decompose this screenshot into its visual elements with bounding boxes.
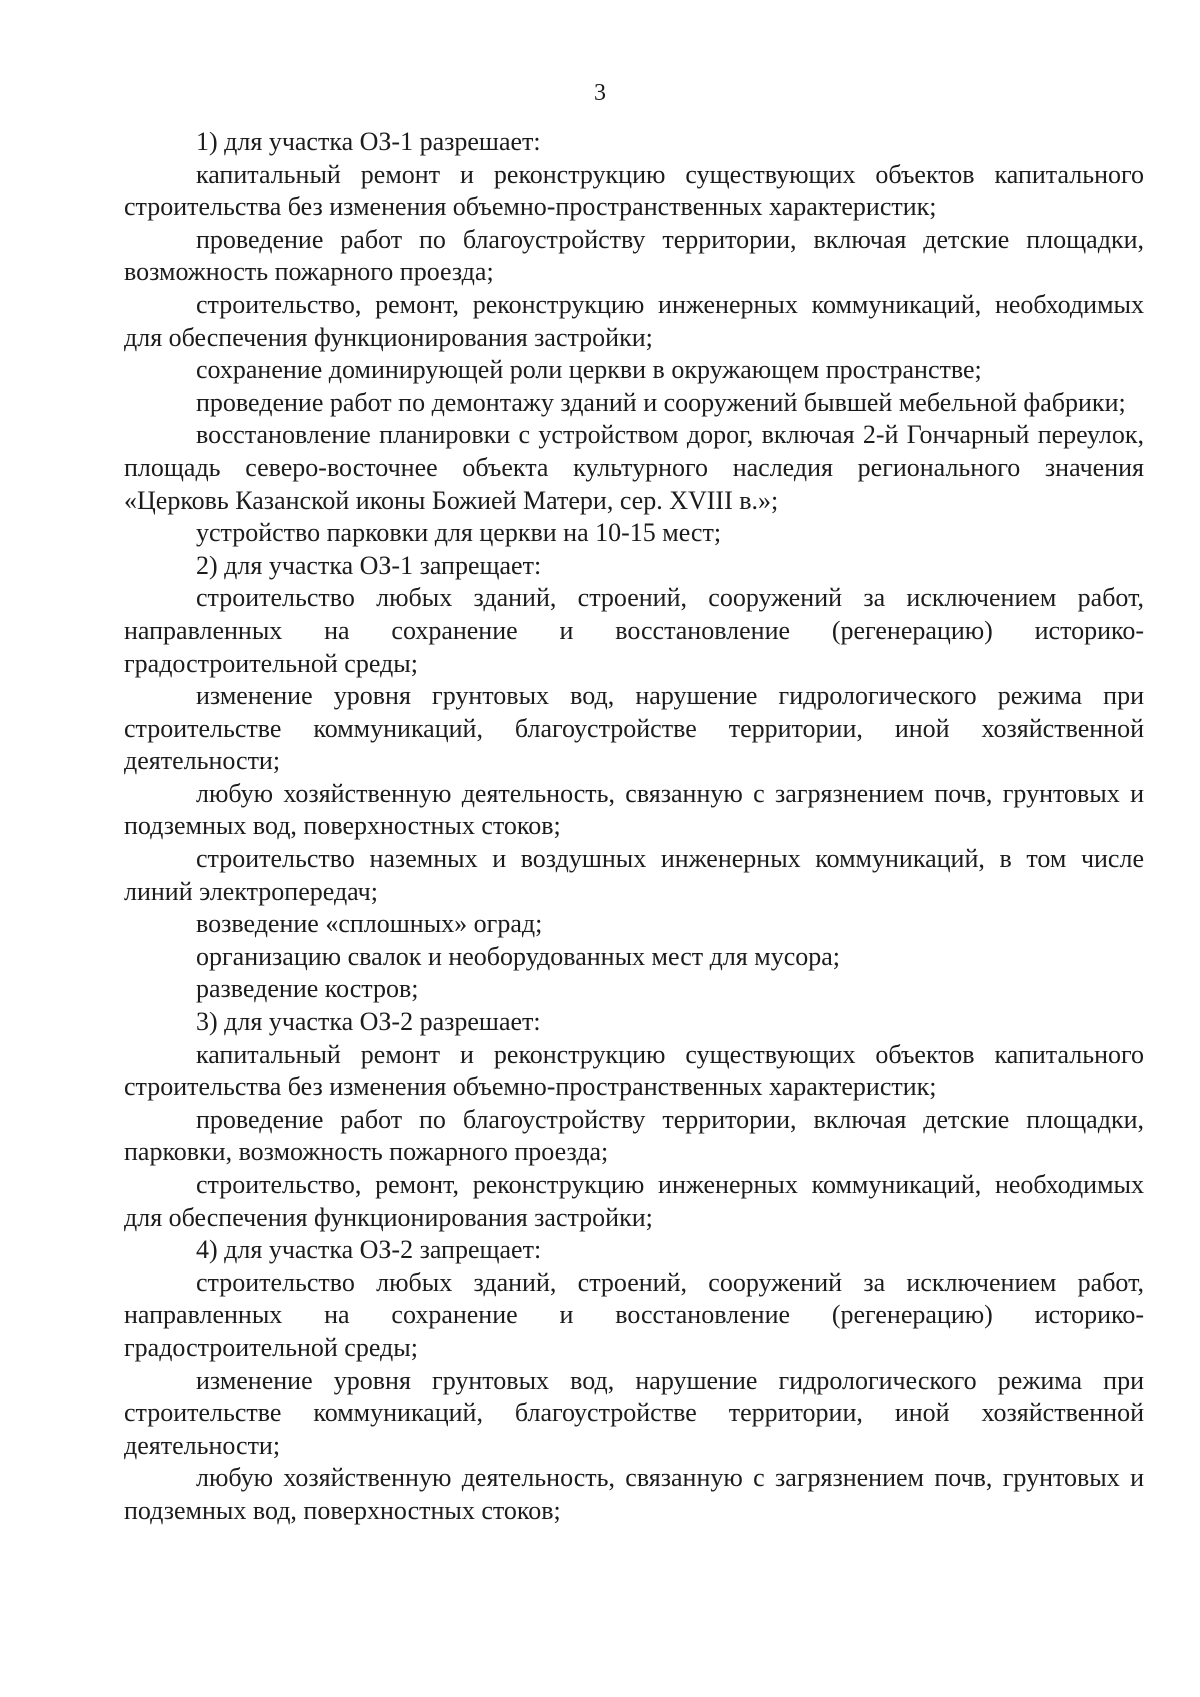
paragraph: строительство наземных и воздушных инженерных коммуникаций, в том числе линий электропередач;	[124, 844, 1144, 906]
paragraph: организацию свалок и необорудованных мест для мусора;	[196, 941, 841, 971]
paragraph: изменение уровня грунтовых вод, нарушение гидрологического режима при строительстве коммуникаций, благоустройстве территории, иной хозяйственной деятельности;	[124, 681, 1144, 776]
paragraph: 3) для участка ОЗ-2 разрешает:	[196, 1007, 541, 1037]
paragraph: строительство, ремонт, реконструкцию инженерных коммуникаций, необходимых для обеспечения функционирования застройки;	[124, 1170, 1144, 1232]
paragraph: восстановление планировки с устройством дорог, включая 2-й Гончарный переулок, площадь северо-восточнее объекта культурного наследия регионального значения «Церковь Казанской иконы Божией Матери, сер. XVIII в.»;	[124, 420, 1144, 515]
paragraph: строительство, ремонт, реконструкцию инженерных коммуникаций, необходимых для обеспечения функционирования застройки;	[124, 289, 1144, 352]
paragraph: 2) для участка ОЗ-1 запрещает:	[196, 550, 542, 580]
paragraph: изменение уровня грунтовых вод, нарушение гидрологического режима при строительстве коммуникаций, благоустройстве территории, иной хозяйственной деятельности;	[124, 1365, 1144, 1460]
paragraph: любую хозяйственную деятельность, связанную с загрязнением почв, грунтовых и подземных вод, поверхностных стоков;	[124, 778, 1144, 841]
paragraph: проведение работ по благоустройству территории, включая детские площадки, возможность пожарного проезда;	[124, 224, 1144, 287]
paragraph: проведение работ по демонтажу зданий и сооружений бывшей мебельной фабрики;	[196, 387, 1126, 417]
paragraph: капитальный ремонт и реконструкцию существующих объектов капитального строительства без изменения объемно-пространственных характеристик;	[124, 159, 1144, 222]
document-body	[124, 126, 1144, 1528]
paragraph: сохранение доминирующей роли церкви в окружающем пространстве;	[196, 355, 982, 385]
paragraph: разведение костров;	[196, 974, 419, 1004]
paragraph: проведение работ по благоустройству территории, включая детские площадки, парковки, возможность пожарного проезда;	[124, 1104, 1144, 1167]
paragraph: устройство парковки для церкви на 10-15 мест;	[196, 518, 722, 548]
page-number: 3	[594, 80, 606, 106]
paragraph: 4) для участка ОЗ-2 запрещает:	[196, 1235, 542, 1265]
paragraph: капитальный ремонт и реконструкцию существующих объектов капитального строительства без изменения объемно-пространственных характеристик;	[124, 1039, 1144, 1102]
paragraph: строительство любых зданий, строений, сооружений за исключением работ, направленных на сохранение и восстановление (регенерацию) историко-градостроительной среды;	[124, 583, 1144, 678]
paragraph: любую хозяйственную деятельность, связанную с загрязнением почв, грунтовых и подземных вод, поверхностных стоков;	[124, 1463, 1144, 1525]
paragraph: строительство любых зданий, строений, сооружений за исключением работ, направленных на сохранение и восстановление (регенерацию) историко-градостроительной среды;	[124, 1267, 1144, 1362]
paragraph: 1) для участка ОЗ-1 разрешает:	[196, 127, 541, 156]
paragraph: возведение «сплошных» оград;	[196, 909, 543, 939]
